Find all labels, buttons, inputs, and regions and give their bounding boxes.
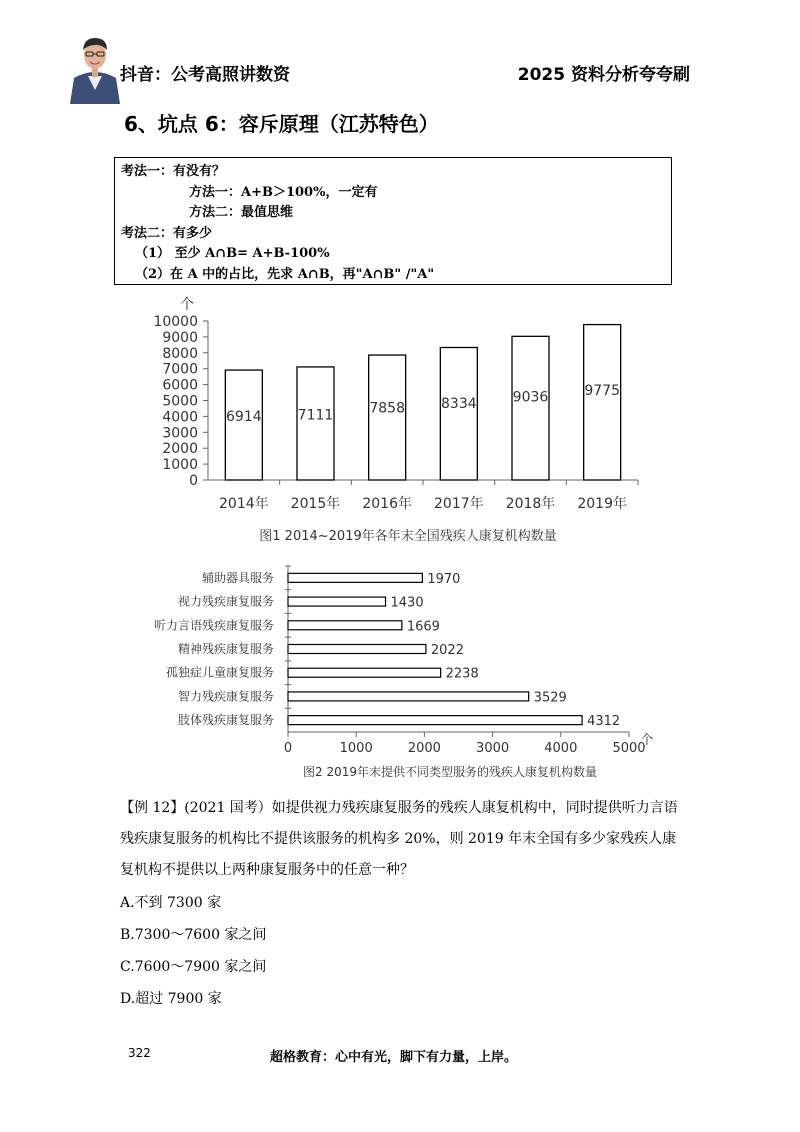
- summary-line: （2）在 A 中的占比，先求 A∩B，再"A∩B" /"A": [135, 266, 435, 282]
- summary-line: 考法二：有多少: [121, 225, 213, 241]
- bar: [288, 621, 402, 630]
- y-tick-label: 4000: [162, 409, 198, 426]
- summary-line: 方法二：最值思维: [189, 205, 294, 220]
- y-tick-label: 6000: [162, 377, 198, 394]
- page-header: [0, 0, 800, 100]
- bar: [288, 645, 426, 654]
- x-axis-unit: 个: [640, 733, 654, 748]
- bar: [297, 367, 334, 480]
- y-tick-label: 7000: [162, 361, 198, 378]
- bar: [288, 668, 441, 677]
- bar-value-label: 2238: [445, 666, 479, 682]
- y-tick-label: 10000: [153, 314, 198, 330]
- x-tick-label: 5000: [612, 741, 646, 756]
- brand-title: 抖音：公考高照讲数资: [120, 65, 290, 85]
- x-tick-label: 4000: [544, 741, 578, 756]
- bar: [369, 355, 406, 480]
- bar-value-label: 3529: [533, 690, 567, 706]
- category-label: 智力残疾康复服务: [177, 689, 274, 704]
- chart-title: 图1 2014~2019年各年末全国残疾人康复机构数量: [259, 529, 557, 544]
- x-tick-label: 2019年: [577, 496, 627, 512]
- bar: [288, 597, 386, 606]
- option-b[interactable]: B.7300～7600 家之间: [120, 927, 267, 943]
- footer-slogan: 超格教育：心中有光，脚下有力量，上岸。: [270, 1050, 518, 1065]
- category-label: 视力残疾康复服务: [177, 594, 274, 609]
- series-title: 2025 资料分析夸夸刷: [517, 65, 690, 85]
- y-tick-label: 9000: [162, 329, 198, 346]
- y-tick-label: 8000: [162, 345, 198, 362]
- x-tick-label: 2016年: [362, 496, 412, 512]
- y-tick-label: 3000: [162, 425, 198, 442]
- y-tick-label: 5000: [162, 393, 198, 410]
- category-label: 孤独症儿童康复服务: [165, 665, 274, 680]
- bar: [288, 692, 529, 701]
- section-title: 6、坑点 6：容斥原理（江苏特色）: [124, 112, 439, 136]
- presenter-avatar: [66, 28, 124, 104]
- bar: [288, 716, 582, 725]
- category-label: 听力言语残疾康复服务: [153, 618, 274, 633]
- bar-value-label: 1970: [427, 571, 461, 587]
- bar-value-label: 9775: [584, 382, 620, 399]
- x-tick-label: 2014年: [219, 496, 269, 512]
- chart-yearly-counts: [150, 296, 650, 551]
- bar-value-label: 1669: [406, 619, 440, 635]
- x-tick-label: 0: [283, 741, 293, 756]
- summary-box: [114, 157, 672, 285]
- option-a[interactable]: A.不到 7300 家: [120, 895, 222, 911]
- bar-value-label: 6914: [226, 409, 262, 426]
- bar-value-label: 9036: [512, 389, 549, 406]
- y-axis-unit: 个: [180, 297, 194, 313]
- x-tick-label: 2000: [407, 741, 441, 756]
- option-c[interactable]: C.7600～7900 家之间: [120, 959, 267, 975]
- bar-value-label: 7858: [369, 400, 405, 417]
- bar: [288, 573, 422, 582]
- x-tick-label: 3000: [476, 741, 510, 756]
- category-label: 肢体残疾康复服务: [177, 713, 274, 728]
- y-tick-label: 1000: [162, 457, 198, 474]
- option-d[interactable]: D.超过 7900 家: [120, 991, 222, 1007]
- summary-line: （1） 至少 A∩B= A+B-100%: [135, 246, 330, 261]
- bar-value-label: 2022: [430, 643, 464, 658]
- x-tick-label: 2018年: [505, 496, 556, 512]
- page-number: 322: [128, 1046, 151, 1060]
- bar-value-label: 8334: [441, 396, 477, 413]
- chart-title: 图2 2019年末提供不同类型服务的残疾人康复机构数量: [303, 765, 597, 779]
- x-tick-label: 2017年: [434, 496, 484, 512]
- summary-line: 考法一：有没有？: [121, 164, 226, 179]
- bar-value-label: 1430: [390, 595, 424, 611]
- summary-line: 方法一：A+B＞100%，一定有: [189, 184, 378, 200]
- bar-value-label: 4312: [587, 714, 621, 730]
- question-text: 【例 12】(2021 国考）如提供视力残疾康复服务的残疾人康复机构中，同时提供听力言语残疾康复服务的机构比不提供该服务的机构多 20%，则 2019 年末全国有多少家残疾人康复机构不提供以上两种康复服务中的任意一种？: [120, 800, 678, 878]
- chart-service-types: [150, 560, 670, 785]
- category-label: 辅助器具服务: [201, 570, 274, 585]
- y-tick-label: 0: [189, 473, 198, 489]
- bar-value-label: 7111: [297, 407, 334, 424]
- bar: [512, 336, 549, 480]
- y-tick-label: 2000: [162, 441, 198, 458]
- category-label: 精神残疾康复服务: [177, 642, 274, 656]
- x-tick-label: 2015年: [290, 496, 341, 512]
- x-tick-label: 1000: [339, 741, 373, 756]
- bar: [440, 347, 477, 480]
- bar: [584, 325, 621, 480]
